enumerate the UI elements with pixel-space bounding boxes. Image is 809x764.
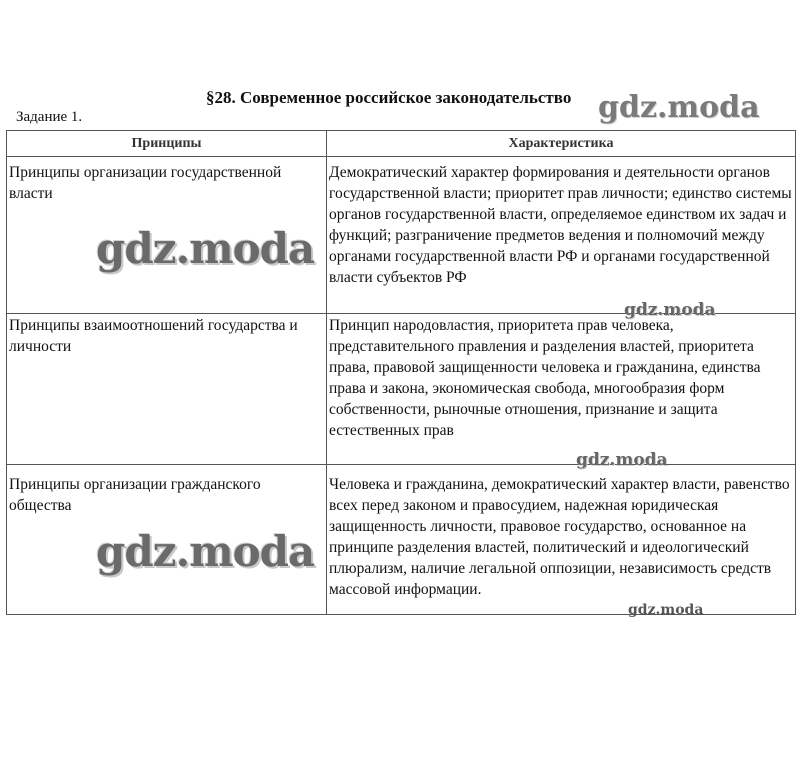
watermark: gdz.moda [576, 450, 668, 470]
watermark: gdz.moda [96, 527, 315, 576]
table-row [7, 465, 796, 615]
characteristic-cell: Человека и гражданина, демократический характер власти, равенство всех перед законом и правосудием, надежная юридическая защищенность личности, правовое государство, основанное на принципе разделения властей, политический и идеологический плюрализм, наличие легальной оппозиции, независимость средств массовой информации. [327, 465, 796, 615]
table-row [7, 314, 796, 465]
principle-cell: Принципы организации гражданского общества [7, 465, 327, 615]
watermark: gdz.moda [628, 602, 704, 618]
column-header-principles: Принципы [7, 131, 327, 157]
task-label: Задание 1. [16, 109, 83, 125]
column-header-characteristic: Характеристика [327, 131, 796, 157]
watermark: gdz.moda [598, 90, 760, 125]
table-row [7, 157, 796, 314]
section-heading: §28. Современное российское законодательство [206, 88, 572, 107]
table-header-row [7, 131, 796, 157]
principle-cell: Принципы взаимоотношений государства и личности [7, 314, 327, 465]
watermark: gdz.moda [96, 224, 315, 273]
watermark: gdz.moda [624, 300, 716, 320]
characteristic-cell: Принцип народовластия, приоритета прав человека, представительного правления и разделения властей, приоритета права, правовой защищенности человека и гражданина, единства права и закона, экономическая свобода, многообразия форм собственности, рыночные отношения, признание и защита естественных прав [327, 314, 796, 465]
principles-table [6, 130, 796, 615]
principle-cell: Принципы организации государственной власти [7, 157, 327, 314]
characteristic-cell: Демократический характер формирования и деятельности органов государственной власти; приоритет прав личности; единство системы органов государственной власти, определяемое единством их задач и функций; разграничение предметов ведения и полномочий между органами государственной власти РФ и органами государственной власти субъектов РФ [327, 157, 796, 314]
